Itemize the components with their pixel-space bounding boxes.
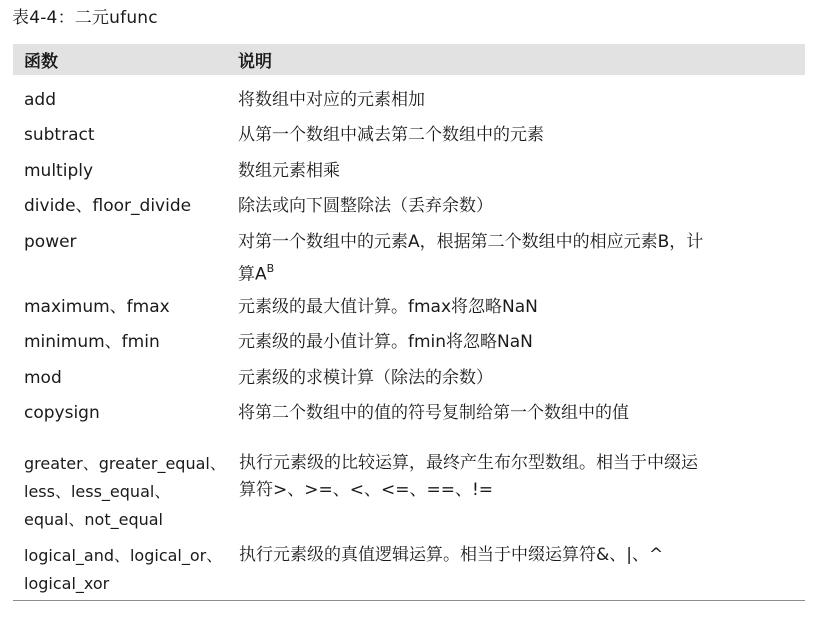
function-name-line: logical_and、logical_or、	[24, 546, 223, 565]
header-function: 函数	[24, 52, 58, 72]
function-description	[239, 542, 809, 569]
description-line: 执行元素级的比较运算，最终产生布尔型数组。相当于中缀运	[239, 453, 698, 473]
function-description: 元素级的求模计算（除法的余数）	[238, 368, 493, 388]
function-name-line: logical_xor	[24, 574, 110, 593]
ufunc-table	[13, 44, 805, 593]
function-name	[24, 542, 229, 598]
function-description: 元素级的最大值计算。fmax将忽略NaN	[238, 297, 538, 317]
table-caption: 表4-4：二元ufunc	[12, 8, 158, 28]
function-description: 除法或向下圆整除法（丢弃余数）	[238, 196, 493, 216]
function-name: multiply	[24, 161, 94, 181]
function-name: minimum、fmin	[24, 332, 160, 352]
function-name: maximum、fmax	[24, 297, 170, 317]
function-name: power	[24, 232, 77, 252]
description-line: 算符>、>=、<、<=、==、!=	[239, 480, 494, 500]
table-bottom-rule	[13, 600, 805, 601]
function-name	[24, 450, 229, 534]
function-description	[238, 229, 808, 289]
function-name: subtract	[24, 125, 95, 145]
description-line	[238, 256, 808, 289]
description-line: 对第一个数组中的元素A，根据第二个数组中的相应元素B，计	[238, 232, 704, 252]
function-description: 数组元素相乘	[238, 161, 340, 181]
table-header	[13, 44, 805, 75]
function-description: 将第二个数组中的值的符号复制给第一个数组中的值	[238, 403, 629, 423]
function-description: 元素级的最小值计算。fmin将忽略NaN	[238, 332, 533, 352]
function-name: add	[24, 90, 56, 110]
superscript: B	[266, 262, 275, 275]
function-name-line: equal、not_equal	[24, 510, 163, 529]
header-description: 说明	[238, 52, 272, 72]
function-name: divide、floor_divide	[24, 196, 192, 216]
function-description: 将数组中对应的元素相加	[238, 90, 425, 110]
function-name: mod	[24, 368, 62, 388]
function-name-line: less、less_equal、	[24, 482, 171, 501]
description-line: 执行元素级的真值逻辑运算。相当于中缀运算符&、|、^	[239, 545, 664, 565]
function-name-line: greater、greater_equal、	[24, 454, 226, 473]
function-description: 从第一个数组中减去第二个数组中的元素	[238, 125, 544, 145]
function-description	[239, 450, 809, 504]
description-text: 算A	[238, 264, 267, 285]
function-name: copysign	[24, 403, 100, 423]
